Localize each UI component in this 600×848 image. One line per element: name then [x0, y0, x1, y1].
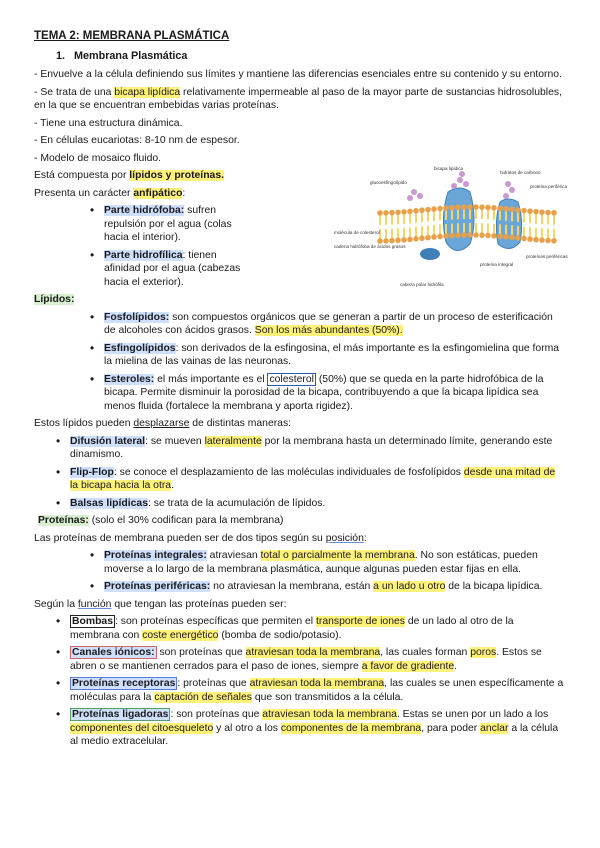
lipid-head — [527, 236, 533, 242]
bullet-icon: • — [56, 614, 61, 628]
lipid-head — [419, 207, 425, 213]
lipid-head — [503, 206, 509, 212]
bullet-icon: • — [56, 495, 61, 510]
amphipathic-line: Presenta un carácter anfipático: — [34, 187, 186, 199]
list-item: • Proteínas ligadoras : son proteínas que atraviesan toda la membrana. Estas se unen por un lado a los componentes del citoesqueleto y al otro a los componentes de la membrana, para poder anclar a la célula al medio extracelular. — [56, 707, 559, 747]
lipid-head — [437, 234, 443, 240]
lipid-head — [461, 232, 467, 238]
proteins-function-intro: Según la función que tengan las proteínas pueden ser: — [34, 598, 287, 610]
protein-functions-list — [34, 615, 566, 749]
lipid-head — [539, 237, 545, 243]
list-item: • Proteínas receptoras : proteínas que atraviesan toda la membrana, las cuales se unen específicamente a moléculas para la captación de señales que son transmitidos a la célula. — [56, 676, 564, 703]
intro-line-5: - Modelo de mosaico fluido. — [34, 152, 162, 164]
lipid-head — [425, 207, 431, 213]
lipid-head — [377, 238, 383, 244]
lipid-head — [551, 210, 557, 216]
highlight-lipids-proteins: lípidos y proteínas. — [129, 170, 224, 181]
lipid-head — [449, 205, 455, 211]
lipid-head — [509, 235, 515, 241]
highlight-anfipatico: anfipático — [133, 187, 183, 199]
figure-label: proteína periférica — [530, 184, 568, 189]
section-label: Membrana Plasmática — [74, 49, 188, 62]
lipid-head — [545, 210, 551, 216]
figure-label: molécula de colesterol — [334, 230, 380, 235]
lipid-head — [407, 209, 413, 215]
lipid-head — [479, 232, 485, 238]
lipid-head — [437, 206, 443, 212]
lipids-heading: Lípidos: — [34, 294, 75, 305]
lipid-head — [455, 232, 461, 238]
lipid-head — [431, 234, 437, 240]
section-heading — [56, 50, 566, 64]
section-number: 1. — [56, 49, 66, 62]
lipid-head — [461, 204, 467, 210]
bullet-icon: • — [90, 548, 95, 562]
lipid-head — [473, 204, 479, 210]
movement-list — [34, 435, 566, 511]
intro-line-1: - Envuelve a la célula definiendo sus límites y mantiene las diferencias esenciales entre su contenido y su entorno. — [34, 69, 562, 80]
figure-label: glucoesfingolípido — [370, 180, 407, 185]
intro-line-3: - Tiene una estructura dinámica. — [34, 117, 183, 129]
lipid-head — [533, 209, 539, 215]
list-item: • Esteroles: el más importante es el colesterol (50%) que se queda en la parte hidrofóbica de la bicapa. Permite disminuir la porosidad de la bicapa, contribuyendo a que la bicapa lipídica sea menos fluida (fortalece la membrana y aporta rigidez). — [90, 371, 544, 412]
list-item: • Parte hidrofílica: tienen afinidad por el agua (cabezas hacia el exterior). — [90, 247, 241, 288]
lipid-head — [401, 209, 407, 215]
bullet-icon: • — [90, 203, 95, 217]
lipid-head — [395, 238, 401, 244]
lipid-head — [467, 204, 473, 210]
lipid-head — [533, 237, 539, 243]
figure-label: proteínas periféricas — [526, 254, 568, 259]
lipid-head — [521, 208, 527, 214]
lipid-head — [545, 238, 551, 244]
lipid-head — [551, 238, 557, 244]
lipid-head — [509, 207, 515, 213]
list-item: • Canales iónicos: son proteínas que atraviesan toda la membrana, las cuales forman poros. Estos se abren o se mantienen cerrados para el paso de iones, siempre a favor de gradiente. — [56, 645, 542, 672]
hydro-list — [34, 204, 244, 289]
list-item: • Difusión lateral: se mueven lateralmente por la membrana hasta un determinado límite, generando este dinamismo. — [56, 433, 553, 460]
lipid-head — [395, 210, 401, 216]
lipid-head — [443, 233, 449, 239]
bullet-icon: • — [90, 371, 95, 386]
list-item: • Parte hidrófoba: sufren repulsión por el agua (colas hacia el interior). — [90, 203, 232, 243]
list-item: • Balsas lipídicas: se trata de la acumulación de lípidos. — [56, 495, 326, 510]
lipid-head — [503, 234, 509, 240]
bullet-icon: • — [90, 340, 95, 355]
lipid-head — [377, 210, 383, 216]
lipid-head — [425, 235, 431, 241]
lipid-head — [401, 237, 407, 243]
list-item: • Fosfolípidos: son compuestos orgánicos que se generan a partir de un proceso de esterificación de alcoholes con ácidos grasos. Son los más abundantes (50%). — [90, 309, 553, 336]
list-item: • Proteínas periféricas: no atraviesan la membrana, están a un lado u otro de la bicapa lipídica. — [90, 579, 543, 593]
list-item: • Proteínas integrales: atraviesan total o parcialmente la membrana. No son estáticas, pueden moverse a lo largo de la membrana plasmática, aunque algunas pueden estar fijas en ella. — [90, 548, 538, 575]
lipid-head — [449, 233, 455, 239]
protein-types-list — [34, 549, 566, 594]
lipid-head — [515, 235, 521, 241]
bullet-icon: • — [56, 464, 61, 479]
list-item: • Esfingolípidos: son derivados de la esfingosina, el más importante es la esfingomielina que forma la mielina de las vainas de las neuronas. — [90, 340, 560, 367]
lipid-head — [431, 206, 437, 212]
lipid-head — [383, 238, 389, 244]
lipid-head — [491, 233, 497, 239]
list-item: • Bombas : son proteínas específicas que permiten el transporte de iones de un lado al otro de la membrana con coste energético (bomba de sodio/potasio). — [56, 614, 514, 641]
intro-line-4: - En células eucariotas: 8-10 nm de espesor. — [34, 135, 240, 146]
bullet-icon: • — [56, 433, 61, 448]
lipid-head — [443, 205, 449, 211]
lipid-head — [497, 205, 503, 211]
lipid-head — [527, 208, 533, 214]
figure-label: bicapa lipídica — [434, 166, 464, 171]
proteins-types-intro: Las proteínas de membrana pueden ser de dos tipos según su posición: — [34, 532, 367, 544]
bullet-icon: • — [90, 247, 95, 262]
lipid-head — [539, 209, 545, 215]
boxed-colesterol: colesterol — [269, 373, 314, 385]
lipid-head — [491, 205, 497, 211]
proteins-heading: Proteínas: (solo el 30% codifican para la membrana) — [38, 515, 284, 526]
lipid-head — [485, 205, 491, 211]
bullet-icon: • — [56, 707, 61, 721]
bullet-icon: • — [56, 676, 61, 690]
lipid-head — [521, 236, 527, 242]
lipid-head — [485, 233, 491, 239]
list-item: • Flip-Flop: se conoce el desplazamiento de las moléculas individuales de fosfolípidos desde una mitad de la bicapa hacia la otra. — [56, 464, 556, 491]
bullet-icon: • — [90, 579, 95, 593]
intro-line-2: - Se trata de una bicapa lipídica relativamente impermeable al paso de la mayor parte de sustancias hidrosolubles, en la que se encuentran embebidas varias proteínas. — [34, 86, 562, 111]
movement-intro: Estos lípidos pueden desplazarse de distintas maneras: — [34, 418, 292, 429]
lipid-head — [479, 204, 485, 210]
lipid-head — [515, 207, 521, 213]
highlight-bicapa: bicapa lipídica — [114, 86, 181, 98]
lipid-head — [413, 208, 419, 214]
lipid-head — [497, 233, 503, 239]
lipid-head — [413, 236, 419, 242]
lipid-head — [473, 232, 479, 238]
lipid-head — [389, 238, 395, 244]
lipid-head — [389, 210, 395, 216]
composition-line: Está compuesta por lípidos y proteínas. — [34, 170, 224, 181]
lipids-list — [34, 311, 566, 414]
lipid-head — [383, 210, 389, 216]
membrane-diagram — [330, 162, 570, 292]
bullet-icon: • — [56, 645, 61, 659]
figure-label: cabeza polar hidrófila — [400, 282, 444, 287]
figure-label: hidratos de carbono — [500, 170, 541, 175]
figure-label: cadena hidrófoba de ácidos grasos — [334, 244, 406, 249]
document-title: TEMA 2: MEMBRANA PLASMÁTICA — [34, 30, 230, 42]
lipid-head — [407, 237, 413, 243]
bullet-icon: • — [90, 309, 95, 324]
lipid-head — [419, 235, 425, 241]
lipid-head — [467, 232, 473, 238]
lipid-head — [455, 204, 461, 210]
figure-label: proteína integral — [480, 262, 514, 267]
